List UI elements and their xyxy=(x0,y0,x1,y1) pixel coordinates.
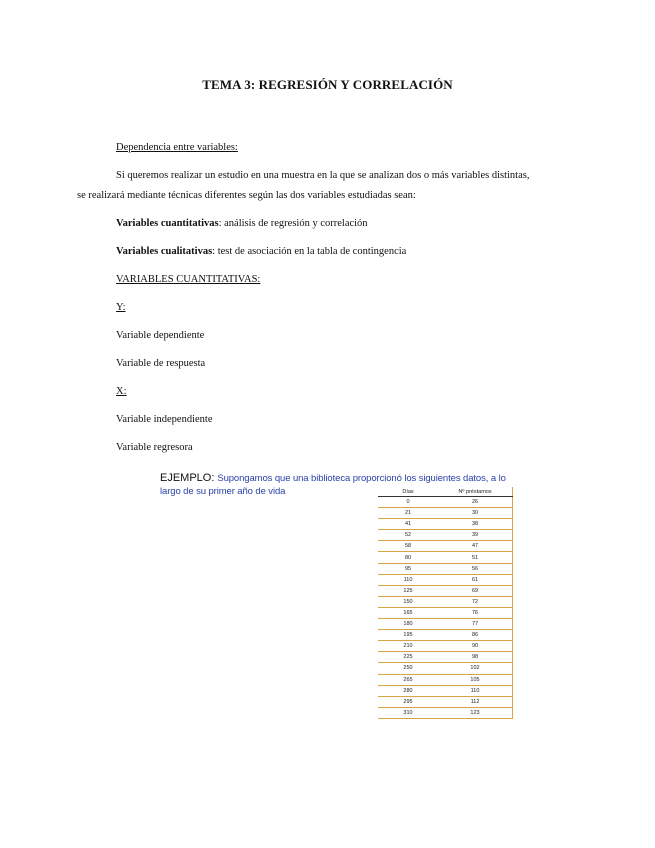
days-cell: 21 xyxy=(378,508,438,519)
loans-cell: 110 xyxy=(438,685,513,696)
loans-cell: 123 xyxy=(438,707,513,718)
loans-cell: 26 xyxy=(438,497,513,508)
days-cell: 180 xyxy=(378,619,438,630)
quantitative-variables-line xyxy=(116,218,368,229)
quantitative-label: Variables cuantitativas xyxy=(116,218,219,229)
x-item-regressor: Variable regresora xyxy=(116,442,193,453)
page-title: TEMA 3: REGRESIÓN Y CORRELACIÓN xyxy=(202,77,453,92)
table-row xyxy=(378,630,513,641)
table-row xyxy=(378,574,513,585)
loans-cell: 38 xyxy=(438,519,513,530)
quantitative-text: : análisis de regresión y correlación xyxy=(218,218,368,229)
intro-line-2: se realizará mediante técnicas diferentes según las dos variables estudiadas sean: xyxy=(77,190,416,201)
loans-cell: 56 xyxy=(438,563,513,574)
column-header-loans: Nº préstamos xyxy=(438,487,513,497)
table-row xyxy=(378,607,513,618)
loans-cell: 51 xyxy=(438,552,513,563)
quantitative-heading: VARIABLES CUANTITATIVAS: xyxy=(116,274,261,285)
table-row xyxy=(378,519,513,530)
days-cell: 58 xyxy=(378,541,438,552)
qualitative-label: Variables cualitativas xyxy=(116,246,213,257)
days-cell: 195 xyxy=(378,630,438,641)
qualitative-variables-line xyxy=(116,246,406,257)
table-row xyxy=(378,641,513,652)
days-cell: 52 xyxy=(378,530,438,541)
table-row xyxy=(378,508,513,519)
table-row xyxy=(378,596,513,607)
loans-cell: 86 xyxy=(438,630,513,641)
days-cell: 110 xyxy=(378,574,438,585)
loans-cell: 47 xyxy=(438,541,513,552)
days-cell: 125 xyxy=(378,585,438,596)
y-label: Y: xyxy=(116,302,126,313)
table-row xyxy=(378,497,513,508)
days-cell: 95 xyxy=(378,563,438,574)
example-line-1 xyxy=(160,472,560,485)
loans-cell: 72 xyxy=(438,596,513,607)
loans-cell: 90 xyxy=(438,641,513,652)
loans-cell: 112 xyxy=(438,696,513,707)
table-row xyxy=(378,541,513,552)
x-label: X: xyxy=(116,386,127,397)
y-item-response: Variable de respuesta xyxy=(116,358,206,369)
days-cell: 80 xyxy=(378,552,438,563)
table-body xyxy=(378,497,513,719)
table-row xyxy=(378,530,513,541)
table-row xyxy=(378,652,513,663)
section-heading: Dependencia entre variables: xyxy=(116,142,238,153)
loans-cell: 61 xyxy=(438,574,513,585)
days-cell: 250 xyxy=(378,663,438,674)
days-cell: 295 xyxy=(378,696,438,707)
table-row xyxy=(378,707,513,718)
table-row xyxy=(378,552,513,563)
x-item-independent: Variable independiente xyxy=(116,414,213,425)
loans-cell: 39 xyxy=(438,530,513,541)
example-text-2: largo de su primer año de vida xyxy=(160,486,286,497)
days-cell: 150 xyxy=(378,596,438,607)
loans-cell: 30 xyxy=(438,508,513,519)
loans-cell: 102 xyxy=(438,663,513,674)
days-cell: 280 xyxy=(378,685,438,696)
intro-line-1: Si queremos realizar un estudio en una muestra en la que se analizan dos o más variables distintas, xyxy=(116,170,530,181)
loans-cell: 77 xyxy=(438,619,513,630)
table-header-row xyxy=(378,487,513,497)
table-row xyxy=(378,663,513,674)
table-row xyxy=(378,619,513,630)
loans-cell: 76 xyxy=(438,607,513,618)
days-cell: 265 xyxy=(378,674,438,685)
loans-cell: 98 xyxy=(438,652,513,663)
column-header-days: Días xyxy=(378,487,438,497)
days-cell: 310 xyxy=(378,707,438,718)
table-row xyxy=(378,696,513,707)
example-label: EJEMPLO: xyxy=(160,472,215,484)
y-item-dependent: Variable dependiente xyxy=(116,330,205,341)
days-cell: 165 xyxy=(378,607,438,618)
example-text-1: Supongamos que una biblioteca proporcionó los siguientes datos, a lo xyxy=(217,473,506,484)
table-row xyxy=(378,674,513,685)
table-row xyxy=(378,685,513,696)
loans-cell: 105 xyxy=(438,674,513,685)
days-cell: 225 xyxy=(378,652,438,663)
table-row xyxy=(378,585,513,596)
days-cell: 41 xyxy=(378,519,438,530)
loans-cell: 69 xyxy=(438,585,513,596)
qualitative-text: : test de asociación en la tabla de contingencia xyxy=(212,246,407,257)
table-row xyxy=(378,563,513,574)
days-cell: 210 xyxy=(378,641,438,652)
days-cell: 0 xyxy=(378,497,438,508)
loans-data-table xyxy=(378,487,513,719)
